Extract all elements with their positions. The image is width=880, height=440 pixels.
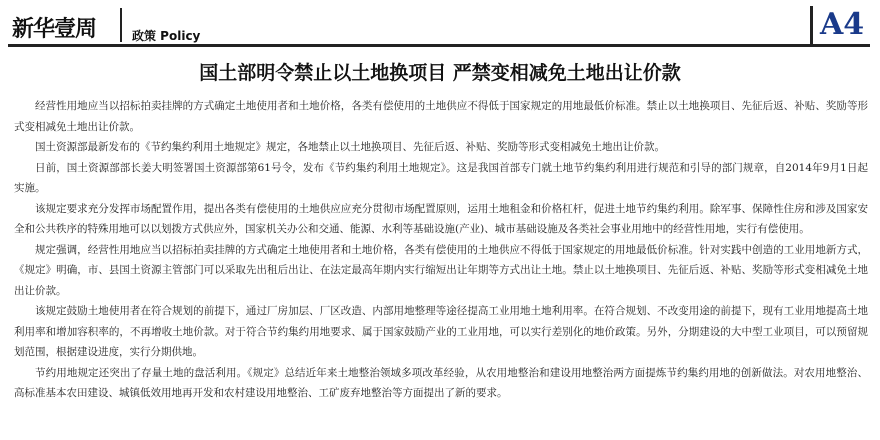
article-paragraph: 该规定鼓励土地使用者在符合规划的前提下，通过厂房加层、厂区改造、内部用地整理等途径提高工业用地土地利用率。在符合规划、不改变用途的前提下，现有工业用地提高土地利用率和增加容积率的，不再增收土地价款。对于符合节约集约用地要求、属于国家鼓励产业的工业用地，可以实行差别化的地价政策。另外，分期建设的大中型工业项目，可以预留规划范围，根据建设进度，实行分期供地。 xyxy=(14,305,868,358)
publication-logo: 新华壹周 xyxy=(12,17,97,42)
header-rule xyxy=(8,44,870,47)
page-number: A4 xyxy=(820,7,865,42)
article-paragraph: 该规定要求充分发挥市场配置作用，提出各类有偿使用的土地供应应充分贯彻市场配置原则，运用土地租金和价格杠杆，促进土地节约集约利用。除军事、保障性住房和涉及国家安全和公共秩序的特殊用地可以以划拨方式供应外，国家机关办公和交通、能源、水利等基础设施(产业)、城市基础设施及各类社会事业用地中的经营性用地，实行有偿使用。 xyxy=(14,202,868,235)
article-paragraph: 日前，国土资源部部长姜大明签署国土资源部第61号令，发布《节约集约利用土地规定》。这是我国首部专门就土地节约集约利用进行规范和引导的部门规章，自2014年9月1日起实施。 xyxy=(14,161,868,194)
article-paragraph: 国土资源部最新发布的《节约集约利用土地规定》规定，各地禁止以土地换项目、先征后返、补贴、奖励等形式变相减免土地出让价款。 xyxy=(35,141,665,153)
section-label: 政策 Policy xyxy=(132,29,201,43)
page-number-divider xyxy=(810,6,813,44)
masthead xyxy=(8,6,870,46)
article-paragraph: 经营性用地应当以招标拍卖挂牌的方式确定土地使用者和土地价格，各类有偿使用的土地供应不得低于国家规定的用地最低价标准。禁止以土地换项目、先征后返、补贴、奖励等形式变相减免土地出让价款。 xyxy=(14,100,868,133)
article-paragraph: 节约用地规定还突出了存量土地的盘活利用。《规定》总结近年来土地整治领域多项改革经验，从农用地整治和建设用地整治两方面提炼节约集约用地的创新做法。对农用地整治、高标准基本农田建设、城镇低效用地再开发和农村建设用地整治、工矿废弃地整治等方面提出了新的要求。 xyxy=(14,366,868,399)
article-body xyxy=(14,96,868,404)
article-paragraph: 规定强调，经营性用地应当以招标拍卖挂牌的方式确定土地使用者和土地价格，各类有偿使用的土地供应不得低于国家规定的用地最低价标准。针对实践中创造的工业用地新方式，《规定》明确，市、县国土资源主管部门可以采取先出租后出让、在法定最高年期内实行缩短出让年期等方式出让土地。禁止以土地换项目、先征后返、补贴、奖励等形式变相减免土地出让价款。 xyxy=(14,243,868,297)
article-headline: 国土部明令禁止以土地换项目 严禁变相减免土地出让价款 xyxy=(199,62,681,84)
masthead-divider xyxy=(120,8,122,42)
